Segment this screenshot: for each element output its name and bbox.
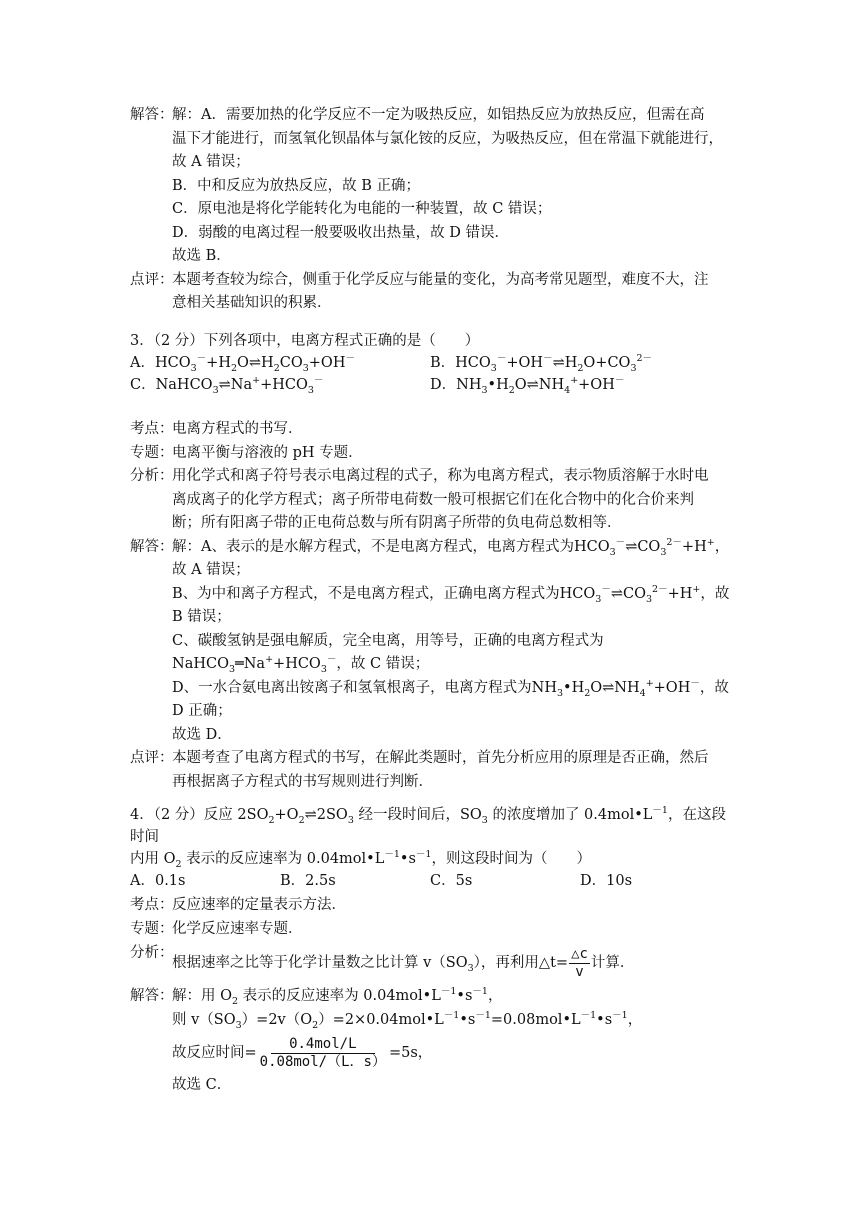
answer-line: 则 $v(SO_3)=2v(O_2)=2\times 0.04mol•L^{-1}•s^{-1}=0.08mol•L^{-1}•s^{-1}$， xyxy=(172,1009,643,1031)
question-stem: 4．（2 分）反应 $2SO_2+O_2\rightleftharpoons 2SO_3$ 经一段时间后，$SO_3$ 的浓度增加了 $0.4mol•L^{-1}$，在这段时间 xyxy=(130,805,726,845)
answer-text: ，故 xyxy=(699,679,729,696)
answer-line xyxy=(130,1032,730,1074)
answer-line: C、碳酸氢钠是强电解质，完全电离，用等号，正确的电离方程式为 xyxy=(172,632,604,649)
fenxi-label: 分析： xyxy=(130,468,174,484)
fraction-denominator: v xyxy=(575,963,584,980)
question-stem: 内用 $O_2$ 表示的反应速率为 $0.04mol•L^{-1}•s^{-1}$，则这段时间为（ ） xyxy=(130,849,591,870)
comment-label: 点评： xyxy=(130,750,174,766)
answer-line: $NaHCO_3═Na^++HCO_3^-$，故 C 错误； xyxy=(172,654,430,675)
answer-line: B．中和反应为放热反应，故 B 正确； xyxy=(172,177,421,194)
kaodian-text: 电离方程式的书写． xyxy=(172,421,303,437)
answer-line: 故选 B． xyxy=(172,248,231,264)
answer-text: 故反应时间= xyxy=(172,1045,257,1061)
fenxi-line: 根据速率之比等于化学计量数之比计算 $v(SO_3)$，再利用△t= $\frac{\triangle c}{v}$ 计算． xyxy=(172,945,635,980)
answer-line: D 正确； xyxy=(172,703,232,719)
delta-t-fraction xyxy=(569,946,590,981)
fraction-denominator: 0.08mol/（L．s） xyxy=(259,1053,386,1070)
question-3 xyxy=(130,330,730,396)
q4-analysis xyxy=(130,894,730,1098)
answer-line: B、为中和离子方程式，不是电离方程式，正确电离方程式为$HCO_3^-\rightleftharpoons CO_3^{2-}+H^+$，故 xyxy=(172,583,730,605)
answer-line: D、一水合氨电离出铵离子和氢氧根离子，电离方程式为$NH_3•H_2O\rightleftharpoons NH_4^++OH^-$，故 xyxy=(172,677,729,699)
question-options xyxy=(130,870,730,892)
fenxi-label: 分析： xyxy=(130,945,174,961)
kaodian-text: 反应速率的定量表示方法． xyxy=(172,897,346,913)
question-4 xyxy=(130,804,730,892)
answer-text: =5s， xyxy=(388,1045,433,1061)
fenxi-text: 计算． xyxy=(590,955,635,971)
answer-text: ，故 xyxy=(700,585,730,602)
answer-line: 温下才能进行，而氢氧化钡晶体与氯化铵的反应，为吸热反应，但在常温下就能进行， xyxy=(172,130,723,147)
answer-text: ，故 C 错误； xyxy=(336,656,430,672)
answer-text: B、为中和离子方程式，不是电离方程式，正确电离方程式为 xyxy=(172,585,560,602)
answer-label: 解答： xyxy=(130,538,174,555)
answer-line: C．原电池是将化学能转化为电能的一种装置，故 C 错误； xyxy=(172,201,552,217)
comment-line: 本题考查较为综合，侧重于化学反应与能量的变化，为高考常见题型，难度不大，注 xyxy=(172,271,709,288)
answer-line: 解：用 $O_2$ 表示的反应速率为 $0.04mol•L^{-1}•s^{-1}$， xyxy=(172,986,503,1007)
answer-line: 解：A、表示的是水解方程式，不是电离方程式，电离方程式为$HCO_3^-\rightleftharpoons CO_3^{2-}+H^+$， xyxy=(172,536,730,558)
q2-solution xyxy=(130,104,730,316)
option-c: C．5s xyxy=(430,873,473,889)
comment-line: 再根据离子方程式的书写规则进行判断． xyxy=(172,773,433,790)
zhuanti-label: 专题： xyxy=(130,920,174,937)
zhuanti-label: 专题： xyxy=(130,444,174,461)
answer-label: 解答： xyxy=(130,988,174,1004)
kaodian-label: 考点： xyxy=(130,897,174,913)
option-b: B．2.5s xyxy=(280,873,336,889)
time-fraction xyxy=(258,1036,388,1071)
option-b: B．$HCO_3^-+OH^-\rightleftharpoons H_2O+CO_3^{2-}$ xyxy=(430,353,653,374)
fenxi-text: 根据速率之比等于化学计量数之比计算 v（SO xyxy=(172,955,468,971)
option-a: A．0.1s xyxy=(130,873,186,889)
fenxi-text: ），再利用△t= xyxy=(473,955,569,971)
fraction-numerator: △c xyxy=(571,945,588,962)
answer-line: 故选 C． xyxy=(172,1077,232,1093)
fenxi-line: 离成离子的化学方程式；离子所带电荷数一般可根据它们在化合物中的化合价来判 xyxy=(172,491,694,508)
answer-text: D、一水合氨电离出铵离子和氢氧根离子，电离方程式为 xyxy=(172,679,532,696)
option-d: D．10s xyxy=(580,873,633,889)
zhuanti-text: 化学反应速率专题． xyxy=(172,920,303,937)
question-stem: 3．（2 分）下列各项中，电离方程式正确的是（ ） xyxy=(130,333,480,349)
q3-analysis xyxy=(130,418,730,794)
option-d: D．$NH_3•H_2O\rightleftharpoons NH_4^++OH^-$ xyxy=(430,375,625,396)
answer-line: B 错误； xyxy=(172,609,231,625)
answer-line: 解：A．需要加热的化学反应不一定为吸热反应，如铝热反应为放热反应，但需在高 xyxy=(172,107,705,123)
answer-label: 解答： xyxy=(130,107,174,123)
question-options xyxy=(130,352,730,396)
answer-line: 故 A 错误； xyxy=(172,154,250,170)
answer-line: 故选 D． xyxy=(172,726,232,743)
kaodian-label: 考点： xyxy=(130,421,174,437)
comment-line: 本题考查了电离方程式的书写，在解此类题时，首先分析应用的原理是否正确，然后 xyxy=(172,750,709,766)
answer-text: 解：A、表示的是水解方程式，不是电离方程式，电离方程式为 xyxy=(172,538,574,555)
answer-line: D．弱酸的电离过程一般要吸收出热量，故 D 错误． xyxy=(172,224,509,241)
zhuanti-text: 电离平衡与溶液的 pH 专题． xyxy=(172,444,363,461)
option-a: A．$HCO_3^-+H_2O\rightleftharpoons H_2CO_3+OH^-$ xyxy=(130,353,355,374)
fraction-numerator: 0.4mol/L xyxy=(271,1036,374,1054)
option-c: C．$NaHCO_3\rightleftharpoons Na^++HCO_3^-$ xyxy=(130,375,324,396)
comment-line: 意相关基础知识的积累． xyxy=(172,295,332,311)
answer-line: 故 A 错误； xyxy=(172,562,250,578)
comment-label: 点评： xyxy=(130,271,174,288)
fenxi-line: 断；所有阳离子带的正电荷总数与所有阴离子所带的负电荷总数相等． xyxy=(172,515,622,531)
fenxi-line: 用化学式和离子符号表示电离过程的式子，称为电离方程式，表示物质溶解于水时电 xyxy=(172,468,709,484)
